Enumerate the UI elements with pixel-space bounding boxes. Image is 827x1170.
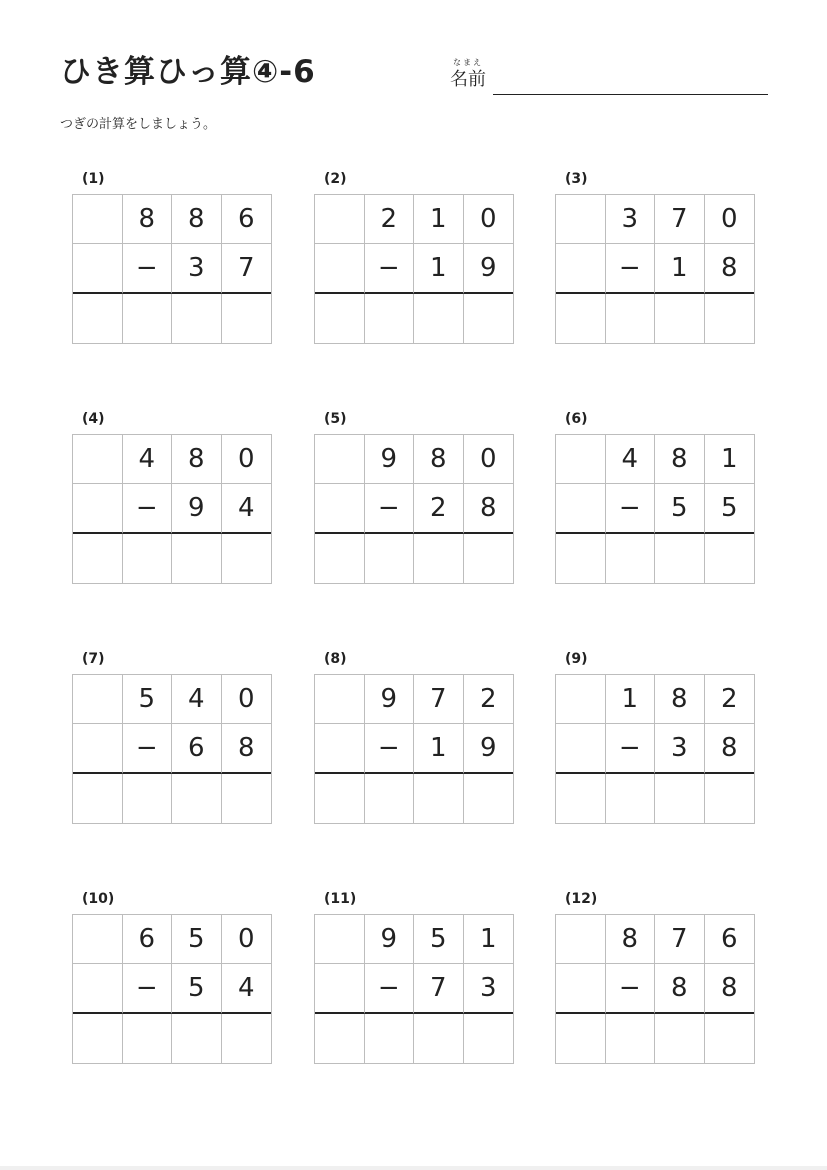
minuend-digit: 6 bbox=[123, 915, 173, 964]
answer-cell[interactable] bbox=[414, 774, 464, 823]
subtrahend-digit: 4 bbox=[222, 964, 272, 1013]
minuend-digit: 0 bbox=[464, 435, 514, 484]
subtrahend-digit: 1 bbox=[655, 244, 705, 293]
answer-cell[interactable] bbox=[73, 1014, 123, 1063]
minuend-digit: 4 bbox=[172, 675, 222, 724]
answer-cell[interactable] bbox=[464, 1014, 514, 1063]
answer-cell[interactable] bbox=[556, 774, 606, 823]
empty-cell bbox=[556, 915, 606, 964]
minuend-digit: 1 bbox=[464, 915, 514, 964]
empty-cell bbox=[73, 244, 123, 293]
answer-cell[interactable] bbox=[222, 1014, 272, 1063]
subtrahend-digit: 8 bbox=[705, 724, 755, 773]
minus-sign: − bbox=[606, 244, 656, 293]
subtrahend-digit: 8 bbox=[655, 964, 705, 1013]
minuend-digit: 8 bbox=[172, 435, 222, 484]
empty-cell bbox=[315, 675, 365, 724]
answer-cell[interactable] bbox=[123, 774, 173, 823]
answer-cell[interactable] bbox=[123, 534, 173, 583]
answer-cell[interactable] bbox=[414, 1014, 464, 1063]
minus-sign: − bbox=[365, 484, 415, 533]
subtraction-grid bbox=[72, 914, 272, 1064]
answer-cell[interactable] bbox=[655, 534, 705, 583]
minuend-digit: 6 bbox=[705, 915, 755, 964]
empty-cell bbox=[315, 964, 365, 1013]
answer-cell[interactable] bbox=[655, 774, 705, 823]
empty-cell bbox=[73, 724, 123, 773]
answer-cell[interactable] bbox=[73, 774, 123, 823]
problem-number: (3) bbox=[565, 171, 588, 187]
problem-number: (11) bbox=[324, 891, 357, 907]
subtrahend-digit: 9 bbox=[464, 724, 514, 773]
empty-cell bbox=[73, 195, 123, 244]
answer-cell[interactable] bbox=[655, 294, 705, 343]
empty-cell bbox=[556, 964, 606, 1013]
answer-cell[interactable] bbox=[365, 1014, 415, 1063]
subtraction-grid bbox=[72, 434, 272, 584]
minuend-digit: 0 bbox=[222, 915, 272, 964]
name-write-line[interactable] bbox=[493, 94, 768, 95]
problem-number: (8) bbox=[324, 651, 347, 667]
subtrahend-digit: 8 bbox=[464, 484, 514, 533]
subtrahend-digit: 6 bbox=[172, 724, 222, 773]
empty-cell bbox=[556, 724, 606, 773]
problem-number: (9) bbox=[565, 651, 588, 667]
empty-cell bbox=[73, 964, 123, 1013]
subtrahend-digit: 2 bbox=[414, 484, 464, 533]
minuend-digit: 8 bbox=[655, 435, 705, 484]
subtrahend-digit: 5 bbox=[172, 964, 222, 1013]
problem-number: (6) bbox=[565, 411, 588, 427]
subtraction-grid bbox=[72, 674, 272, 824]
minuend-digit: 7 bbox=[414, 675, 464, 724]
name-ruby: なまえ bbox=[453, 58, 483, 67]
minuend-digit: 6 bbox=[222, 195, 272, 244]
subtraction-grid bbox=[314, 674, 514, 824]
worksheet-title: ひき算ひっ算④-6 bbox=[60, 54, 316, 90]
minus-sign: − bbox=[606, 724, 656, 773]
empty-cell bbox=[73, 435, 123, 484]
answer-cell[interactable] bbox=[315, 534, 365, 583]
answer-cell[interactable] bbox=[172, 774, 222, 823]
answer-cell[interactable] bbox=[172, 294, 222, 343]
answer-cell[interactable] bbox=[315, 1014, 365, 1063]
minuend-digit: 7 bbox=[655, 195, 705, 244]
minus-sign: − bbox=[606, 964, 656, 1013]
empty-cell bbox=[315, 915, 365, 964]
minuend-digit: 8 bbox=[414, 435, 464, 484]
minuend-digit: 8 bbox=[172, 195, 222, 244]
answer-cell[interactable] bbox=[705, 1014, 755, 1063]
subtraction-grid bbox=[314, 194, 514, 344]
minus-sign: − bbox=[123, 484, 173, 533]
answer-cell[interactable] bbox=[464, 534, 514, 583]
subtrahend-digit: 7 bbox=[414, 964, 464, 1013]
answer-cell[interactable] bbox=[705, 774, 755, 823]
answer-cell[interactable] bbox=[123, 294, 173, 343]
subtrahend-digit: 9 bbox=[172, 484, 222, 533]
answer-cell[interactable] bbox=[556, 294, 606, 343]
answer-cell[interactable] bbox=[606, 294, 656, 343]
empty-cell bbox=[315, 435, 365, 484]
subtrahend-digit: 7 bbox=[222, 244, 272, 293]
minus-sign: − bbox=[123, 724, 173, 773]
minuend-digit: 8 bbox=[655, 675, 705, 724]
minuend-digit: 0 bbox=[222, 675, 272, 724]
subtraction-grid bbox=[555, 674, 755, 824]
subtrahend-digit: 8 bbox=[705, 964, 755, 1013]
subtrahend-digit: 1 bbox=[414, 724, 464, 773]
minuend-digit: 0 bbox=[705, 195, 755, 244]
minuend-digit: 1 bbox=[414, 195, 464, 244]
subtrahend-digit: 5 bbox=[655, 484, 705, 533]
instruction-text: つぎの計算をしましょう。 bbox=[60, 117, 217, 132]
empty-cell bbox=[315, 244, 365, 293]
minuend-digit: 0 bbox=[222, 435, 272, 484]
empty-cell bbox=[556, 435, 606, 484]
answer-cell[interactable] bbox=[705, 294, 755, 343]
answer-cell[interactable] bbox=[172, 534, 222, 583]
minuend-digit: 5 bbox=[414, 915, 464, 964]
empty-cell bbox=[315, 195, 365, 244]
subtrahend-digit: 3 bbox=[464, 964, 514, 1013]
subtrahend-digit: 5 bbox=[705, 484, 755, 533]
minuend-digit: 4 bbox=[606, 435, 656, 484]
subtraction-grid bbox=[314, 914, 514, 1064]
empty-cell bbox=[73, 915, 123, 964]
empty-cell bbox=[556, 244, 606, 293]
minuend-digit: 3 bbox=[606, 195, 656, 244]
minuend-digit: 8 bbox=[606, 915, 656, 964]
answer-cell[interactable] bbox=[172, 1014, 222, 1063]
answer-cell[interactable] bbox=[123, 1014, 173, 1063]
minuend-digit: 4 bbox=[123, 435, 173, 484]
subtrahend-digit: 3 bbox=[655, 724, 705, 773]
empty-cell bbox=[556, 195, 606, 244]
answer-cell[interactable] bbox=[414, 294, 464, 343]
subtrahend-digit: 1 bbox=[414, 244, 464, 293]
answer-cell[interactable] bbox=[655, 1014, 705, 1063]
subtrahend-digit: 9 bbox=[464, 244, 514, 293]
answer-cell[interactable] bbox=[365, 294, 415, 343]
answer-cell[interactable] bbox=[705, 534, 755, 583]
minus-sign: − bbox=[365, 724, 415, 773]
minuend-digit: 1 bbox=[705, 435, 755, 484]
subtraction-grid bbox=[314, 434, 514, 584]
minuend-digit: 7 bbox=[655, 915, 705, 964]
minus-sign: − bbox=[365, 244, 415, 293]
page-bottom-edge bbox=[0, 1166, 827, 1170]
answer-cell[interactable] bbox=[606, 774, 656, 823]
minuend-digit: 5 bbox=[172, 915, 222, 964]
empty-cell bbox=[315, 724, 365, 773]
answer-cell[interactable] bbox=[73, 294, 123, 343]
minuend-digit: 2 bbox=[464, 675, 514, 724]
name-field bbox=[450, 58, 770, 98]
minuend-digit: 2 bbox=[365, 195, 415, 244]
minuend-digit: 2 bbox=[705, 675, 755, 724]
subtraction-grid bbox=[555, 434, 755, 584]
problem-number: (2) bbox=[324, 171, 347, 187]
answer-cell[interactable] bbox=[414, 534, 464, 583]
answer-cell[interactable] bbox=[464, 774, 514, 823]
answer-cell[interactable] bbox=[222, 774, 272, 823]
minuend-digit: 8 bbox=[123, 195, 173, 244]
answer-cell[interactable] bbox=[464, 294, 514, 343]
problem-number: (4) bbox=[82, 411, 105, 427]
answer-cell[interactable] bbox=[315, 294, 365, 343]
answer-cell[interactable] bbox=[606, 1014, 656, 1063]
minuend-digit: 0 bbox=[464, 195, 514, 244]
empty-cell bbox=[556, 675, 606, 724]
minuend-digit: 9 bbox=[365, 435, 415, 484]
minus-sign: − bbox=[123, 244, 173, 293]
answer-cell[interactable] bbox=[606, 534, 656, 583]
minuend-digit: 9 bbox=[365, 675, 415, 724]
answer-cell[interactable] bbox=[556, 534, 606, 583]
answer-cell[interactable] bbox=[365, 534, 415, 583]
minuend-digit: 9 bbox=[365, 915, 415, 964]
answer-cell[interactable] bbox=[556, 1014, 606, 1063]
empty-cell bbox=[556, 484, 606, 533]
subtraction-grid bbox=[555, 914, 755, 1064]
answer-cell[interactable] bbox=[365, 774, 415, 823]
minus-sign: − bbox=[606, 484, 656, 533]
problem-number: (1) bbox=[82, 171, 105, 187]
empty-cell bbox=[73, 484, 123, 533]
subtrahend-digit: 4 bbox=[222, 484, 272, 533]
answer-cell[interactable] bbox=[73, 534, 123, 583]
name-label: 名前 bbox=[450, 69, 486, 90]
answer-cell[interactable] bbox=[315, 774, 365, 823]
subtraction-grid bbox=[72, 194, 272, 344]
subtrahend-digit: 8 bbox=[222, 724, 272, 773]
problem-number: (7) bbox=[82, 651, 105, 667]
minus-sign: − bbox=[123, 964, 173, 1013]
answer-cell[interactable] bbox=[222, 294, 272, 343]
minus-sign: − bbox=[365, 964, 415, 1013]
subtrahend-digit: 8 bbox=[705, 244, 755, 293]
minuend-digit: 5 bbox=[123, 675, 173, 724]
problem-number: (5) bbox=[324, 411, 347, 427]
subtrahend-digit: 3 bbox=[172, 244, 222, 293]
minuend-digit: 1 bbox=[606, 675, 656, 724]
problem-number: (12) bbox=[565, 891, 598, 907]
answer-cell[interactable] bbox=[222, 534, 272, 583]
problem-number: (10) bbox=[82, 891, 115, 907]
subtraction-grid bbox=[555, 194, 755, 344]
empty-cell bbox=[73, 675, 123, 724]
empty-cell bbox=[315, 484, 365, 533]
